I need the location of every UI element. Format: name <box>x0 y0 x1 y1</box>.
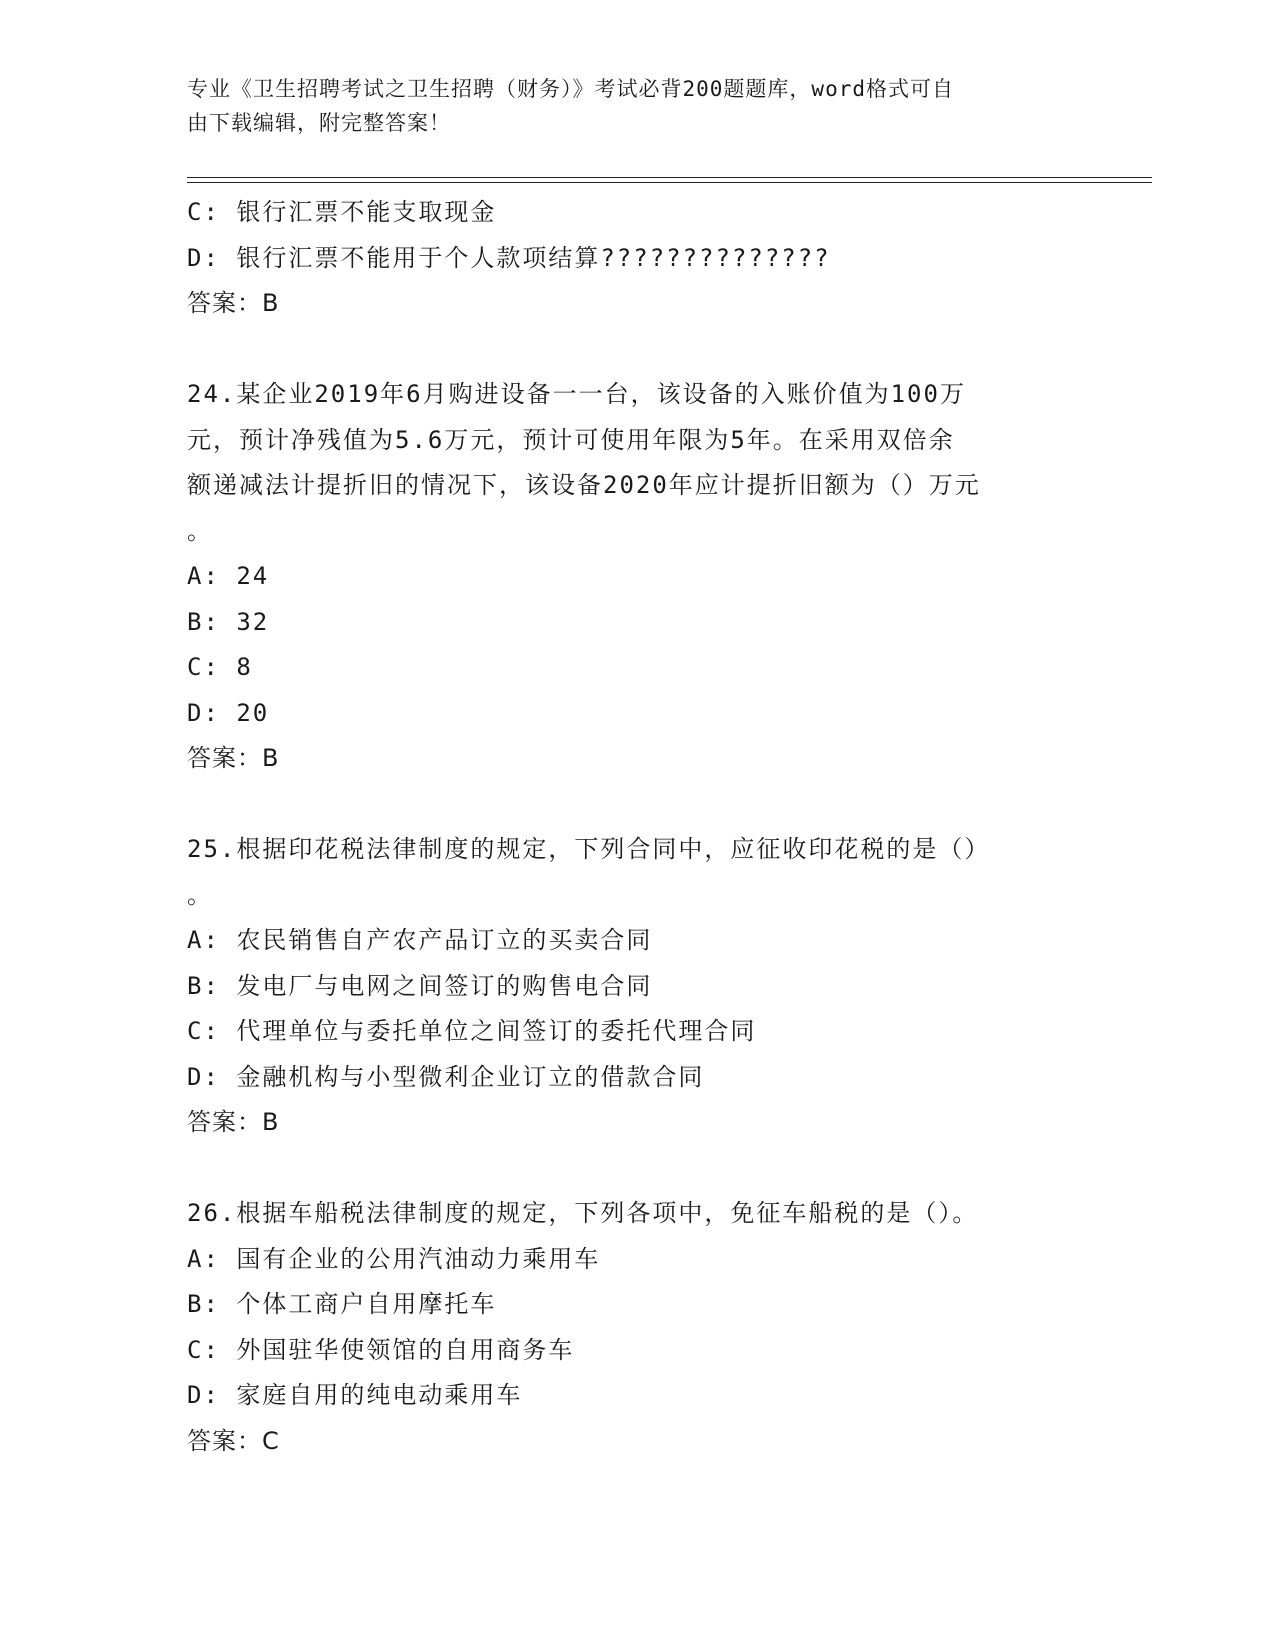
document-header <box>187 72 1067 140</box>
question-24-option-d: D: 20 <box>187 698 270 727</box>
question-26-text-1: 26.根据车船税法律制度的规定，下列各项中，免征车船税的是（）。 <box>187 1199 979 1227</box>
question-24-option-c: C: 8 <box>187 653 253 681</box>
question-26-option-d: D: 家庭自用的纯电动乘用车 <box>187 1381 523 1409</box>
question-26-option-b: B: 个体工商户自用摩托车 <box>187 1290 497 1318</box>
header-divider-bottom <box>187 182 1152 183</box>
question-24-text-1: 24.某企业2019年6月购进设备一一台，该设备的入账价值为100万 <box>187 380 966 408</box>
question-25-option-b: B: 发电厂与电网之间签订的购售电合同 <box>187 971 653 1000</box>
question-25-text-2: 。 <box>187 880 213 909</box>
question-24-text-4: 。 <box>187 516 213 545</box>
header-line-2: 由下载编辑，附完整答案！ <box>187 111 451 135</box>
spacer <box>187 327 1087 373</box>
option-d: D: 银行汇票不能用于个人款项结算?????????????? <box>187 243 831 272</box>
spacer <box>187 782 1087 828</box>
question-list <box>187 190 1087 1464</box>
answer: 答案：B <box>187 289 280 317</box>
question-24-text-2: 元，预计净残值为5.6万元，预计可使用年限为5年。在采用双倍余 <box>187 425 955 454</box>
option-c: C: 银行汇票不能支取现金 <box>187 198 497 226</box>
question-25-option-c: C: 代理单位与委托单位之间签订的委托代理合同 <box>187 1017 757 1045</box>
question-24-text-3: 额递减法计提折旧的情况下，该设备2020年应计提折旧额为（）万元 <box>187 471 981 499</box>
question-25-text-1: 25.根据印花税法律制度的规定，下列合同中，应征收印花税的是（） <box>187 835 991 863</box>
question-26-option-a: A: 国有企业的公用汽油动力乘用车 <box>187 1244 601 1273</box>
question-25-option-a: A: 农民销售自产农产品订立的买卖合同 <box>187 926 653 954</box>
question-24-option-a: A: 24 <box>187 562 270 590</box>
question-24-option-b: B: 32 <box>187 607 270 636</box>
question-24-answer: 答案：B <box>187 744 280 772</box>
header-divider-top <box>187 177 1152 178</box>
question-25-answer: 答案：B <box>187 1108 280 1136</box>
spacer <box>187 1146 1087 1192</box>
question-26-answer: 答案：C <box>187 1426 280 1455</box>
question-26-option-c: C: 外国驻华使领馆的自用商务车 <box>187 1335 575 1364</box>
question-25-option-d: D: 金融机构与小型微利企业订立的借款合同 <box>187 1062 705 1091</box>
header-line-1: 专业《卫生招聘考试之卫生招聘（财务）》考试必背200题题库，word格式可自 <box>187 77 954 101</box>
